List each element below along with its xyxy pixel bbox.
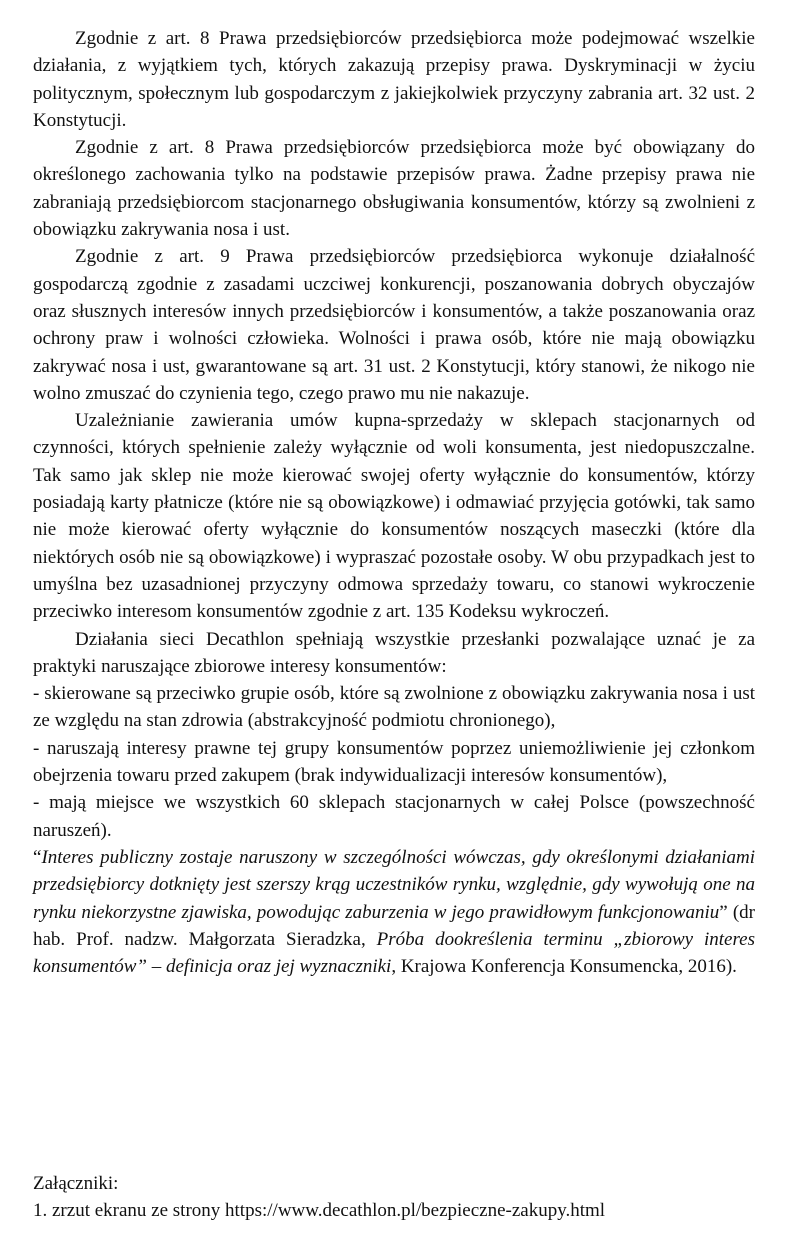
attachments-section bbox=[33, 1170, 755, 1225]
paragraph-decathlon-practices: Działania sieci Decathlon spełniają wszystkie przesłanki pozwalające uznać je za praktyki naruszające zbiorowe interesy konsumentów: bbox=[33, 628, 755, 677]
quote-text: Interes publiczny zostaje naruszony w szczególności wówczas, gdy określonymi działaniami przedsiębiorcy dotknięty jest szerszy krąg uczestników rynku, względnie, gdy wywołują one na rynku niekorzystne zjawiska, powodując zaburzenia w jego prawidłowym funkcjonowaniu bbox=[33, 846, 755, 923]
quote-author: ” (dr hab. Prof. nadzw. Małgorzata Sieradzka, bbox=[33, 901, 755, 950]
paragraph-art9: Zgodnie z art. 9 Prawa przedsiębiorców przedsiębiorca wykonuje działalność gospodarczą zgodnie z zasadami uczciwej konkurencji, poszanowania dobrych obyczajów oraz słusznych interesów innych przedsiębiorców i konsumentów, a także poszanowania oraz ochrony praw i wolności człowieka. Wolności i prawa osób, które nie mają obowiązku zakrywać nosa i ust, gwarantowane są art. 31 ust. 2 Konstytucji, który stanowi, że nikogo nie wolno zmuszać do czynienia tego, czego prawo mu nie nakazuje. bbox=[33, 246, 755, 404]
bullet-item: - naruszają interesy prawne tej grupy konsumentów poprzez uniemożliwienie jej członkom obejrzenia towaru przed zakupem (brak indywidualizacji interesów konsumentów), bbox=[33, 737, 755, 787]
attachment-item: 1. zrzut ekranu ze strony https://www.decathlon.pl/bezpieczne-zakupy.html bbox=[33, 1200, 606, 1222]
bullet-item: - mają miejsce we wszystkich 60 sklepach stacjonarnych w całej Polsce (powszechność naruszeń). bbox=[33, 792, 755, 841]
document-body bbox=[33, 25, 755, 980]
paragraph-sales-conditions: Uzależnianie zawierania umów kupna-sprzedaży w sklepach stacjonarnych od czynności, których spełnienie zależy wyłącznie od woli konsumenta, jest niedopuszczalne. Tak samo jak sklep nie może kierować swojej oferty wyłącznie do konsumentów, którzy posiadają karty płatnicze (które nie są obowiązkowe) i odmawiać przyjęcia gotówki, tak samo nie może kierować oferty wyłącznie do konsumentów noszących maseczki (które dla niektórych osób nie są obowiązkowe) i wypraszać pozostałe osoby. W obu przypadkach jest to umyślna bez uzasadnionej przyczyny odmowa sprzedaży towaru, co stanowi wykroczenie przeciwko interesom konsumentów zgodnie z art. 135 Kodeksu wykroczeń. bbox=[33, 410, 755, 623]
quote-source-title: Próba dookreślenia terminu „zbiorowy interes konsumentów” – definicja oraz jej wyznaczniki bbox=[33, 928, 755, 978]
quote-open: “ bbox=[33, 846, 42, 868]
attachments-heading: Załączniki: bbox=[33, 1173, 119, 1194]
paragraph-art8-obligations: Zgodnie z art. 8 Prawa przedsiębiorców przedsiębiorca może być obowiązany do określonego zachowania tylko na podstawie przepisów prawa. Żadne przepisy prawa nie zabraniają przedsiębiorcom stacjonarnego obsługiwania konsumentów, którzy są zwolnieni z obowiązku zakrywania nosa i ust. bbox=[33, 137, 755, 241]
quote-paragraph bbox=[33, 844, 755, 980]
quote-source-rest: , Krajowa Konferencja Konsumencka, 2016). bbox=[391, 956, 737, 978]
bullet-item: - skierowane są przeciwko grupie osób, które są zwolnione z obowiązku zakrywania nosa i ust ze względu na stan zdrowia (abstrakcyjność podmiotu chronionego), bbox=[33, 683, 755, 732]
paragraph-art8-actions: Zgodnie z art. 8 Prawa przedsiębiorców przedsiębiorca może podejmować wszelkie działania, z wyjątkiem tych, których zakazują przepisy prawa. Dyskryminacji w życiu politycznym, społecznym lub gospodarczym z jakiejkolwiek przyczyny zabrania art. 32 ust. 2 Konstytucji. bbox=[33, 28, 755, 131]
